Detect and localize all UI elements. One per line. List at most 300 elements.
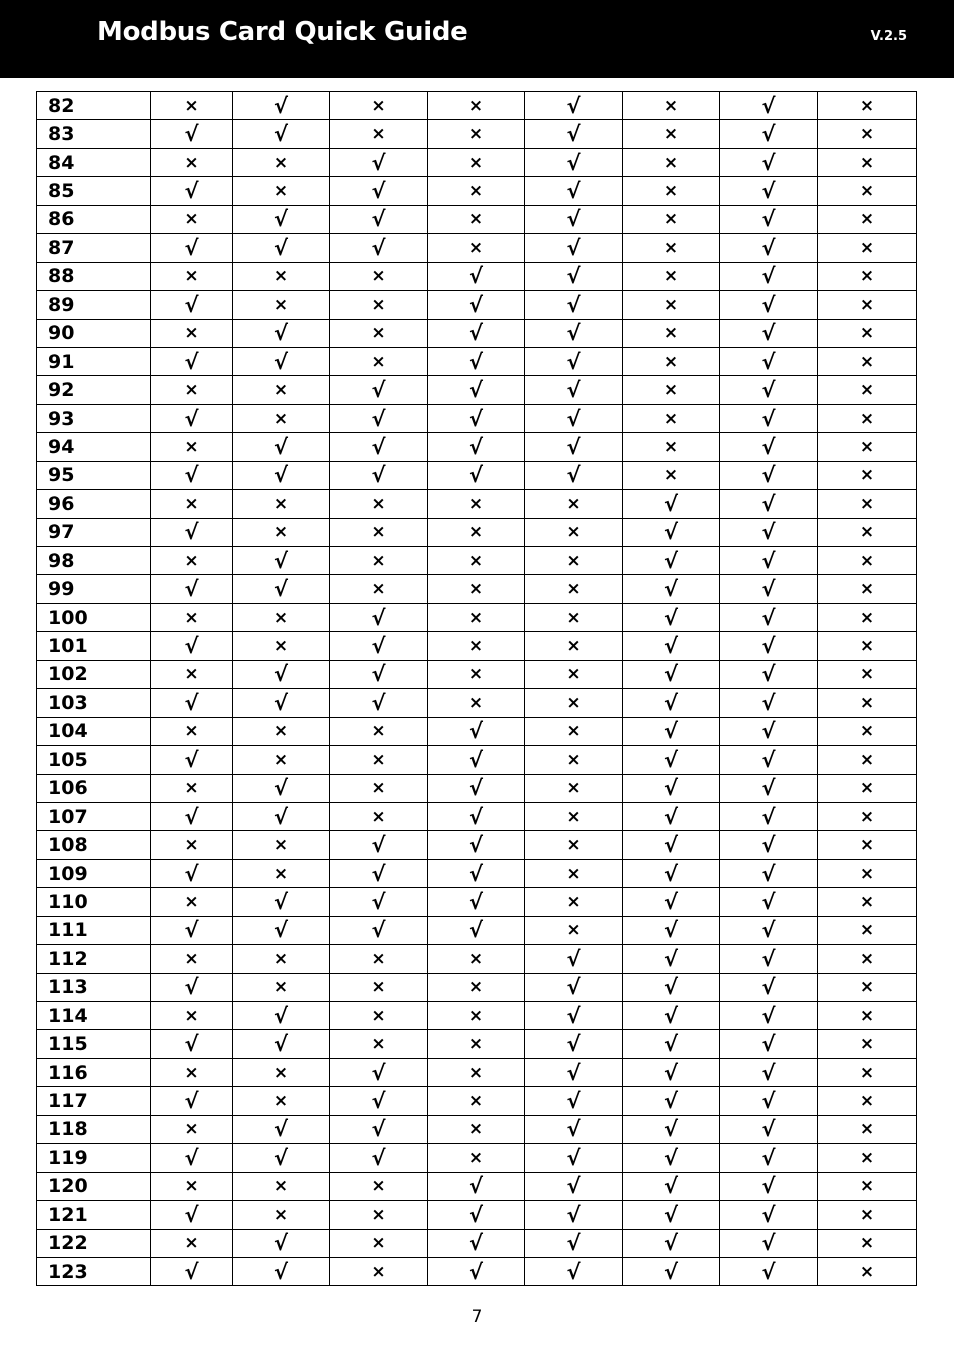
check-mark-cell: √ <box>151 1030 233 1058</box>
cross-mark-cell: × <box>151 1115 233 1143</box>
cross-mark-cell: × <box>233 262 330 290</box>
cross-mark-cell: × <box>151 547 233 575</box>
table-row <box>37 888 917 916</box>
cross-mark-cell: × <box>525 802 623 830</box>
check-mark-cell: √ <box>720 660 818 688</box>
cross-mark-cell: × <box>818 1172 917 1200</box>
check-mark-cell: √ <box>330 205 428 233</box>
check-mark-cell: √ <box>720 802 818 830</box>
cross-mark-cell: × <box>818 660 917 688</box>
check-mark-cell: √ <box>151 347 233 375</box>
check-mark-cell: √ <box>720 291 818 319</box>
row-number: 89 <box>37 291 151 319</box>
check-mark-cell: √ <box>623 746 720 774</box>
cross-mark-cell: × <box>330 1030 428 1058</box>
check-mark-cell: √ <box>623 490 720 518</box>
check-mark-cell: √ <box>720 148 818 176</box>
check-mark-cell: √ <box>720 1257 818 1285</box>
row-number: 107 <box>37 802 151 830</box>
cross-mark-cell: × <box>525 888 623 916</box>
check-mark-cell: √ <box>330 859 428 887</box>
check-mark-cell: √ <box>428 291 525 319</box>
row-number: 122 <box>37 1229 151 1257</box>
check-mark-cell: √ <box>720 404 818 432</box>
cross-mark-cell: × <box>330 802 428 830</box>
row-number: 100 <box>37 603 151 631</box>
check-mark-cell: √ <box>720 92 818 120</box>
cross-mark-cell: × <box>151 1172 233 1200</box>
cross-mark-cell: × <box>233 859 330 887</box>
cross-mark-cell: × <box>525 746 623 774</box>
row-number: 123 <box>37 1257 151 1285</box>
check-mark-cell: √ <box>720 205 818 233</box>
row-number: 82 <box>37 92 151 120</box>
row-number: 118 <box>37 1115 151 1143</box>
check-mark-cell: √ <box>233 575 330 603</box>
cross-mark-cell: × <box>330 92 428 120</box>
cross-mark-cell: × <box>151 262 233 290</box>
check-mark-cell: √ <box>151 461 233 489</box>
check-mark-cell: √ <box>330 1058 428 1086</box>
check-mark-cell: √ <box>720 177 818 205</box>
cross-mark-cell: × <box>233 632 330 660</box>
check-mark-cell: √ <box>428 774 525 802</box>
row-number: 88 <box>37 262 151 290</box>
check-mark-cell: √ <box>151 120 233 148</box>
check-mark-cell: √ <box>428 1201 525 1229</box>
cross-mark-cell: × <box>818 831 917 859</box>
row-number: 111 <box>37 916 151 944</box>
cross-mark-cell: × <box>330 1002 428 1030</box>
check-mark-cell: √ <box>151 1144 233 1172</box>
cross-mark-cell: × <box>233 831 330 859</box>
table-row <box>37 660 917 688</box>
cross-mark-cell: × <box>818 859 917 887</box>
check-mark-cell: √ <box>525 1115 623 1143</box>
table-row <box>37 148 917 176</box>
cross-mark-cell: × <box>525 490 623 518</box>
cross-mark-cell: × <box>151 376 233 404</box>
cross-mark-cell: × <box>818 234 917 262</box>
row-number: 84 <box>37 148 151 176</box>
table-row <box>37 1115 917 1143</box>
check-mark-cell: √ <box>525 376 623 404</box>
cross-mark-cell: × <box>818 148 917 176</box>
check-mark-cell: √ <box>151 632 233 660</box>
check-mark-cell: √ <box>623 660 720 688</box>
check-mark-cell: √ <box>720 746 818 774</box>
cross-mark-cell: × <box>818 92 917 120</box>
check-mark-cell: √ <box>623 632 720 660</box>
check-mark-cell: √ <box>720 262 818 290</box>
check-mark-cell: √ <box>525 461 623 489</box>
check-mark-cell: √ <box>720 1172 818 1200</box>
cross-mark-cell: × <box>233 945 330 973</box>
check-mark-cell: √ <box>623 1058 720 1086</box>
check-mark-cell: √ <box>428 916 525 944</box>
table-row <box>37 547 917 575</box>
table-row <box>37 1030 917 1058</box>
check-mark-cell: √ <box>151 746 233 774</box>
cross-mark-cell: × <box>330 1257 428 1285</box>
cross-mark-cell: × <box>428 603 525 631</box>
table-row <box>37 461 917 489</box>
check-mark-cell: √ <box>330 632 428 660</box>
table-row <box>37 916 917 944</box>
cross-mark-cell: × <box>623 291 720 319</box>
cross-mark-cell: × <box>151 717 233 745</box>
check-mark-cell: √ <box>428 1172 525 1200</box>
cross-mark-cell: × <box>525 916 623 944</box>
check-mark-cell: √ <box>525 1030 623 1058</box>
row-number: 115 <box>37 1030 151 1058</box>
table-row <box>37 376 917 404</box>
cross-mark-cell: × <box>623 347 720 375</box>
check-mark-cell: √ <box>623 603 720 631</box>
check-mark-cell: √ <box>720 461 818 489</box>
table-row <box>37 433 917 461</box>
row-number: 92 <box>37 376 151 404</box>
check-mark-cell: √ <box>233 1257 330 1285</box>
cross-mark-cell: × <box>818 291 917 319</box>
row-number: 108 <box>37 831 151 859</box>
cross-mark-cell: × <box>151 319 233 347</box>
cross-mark-cell: × <box>818 1201 917 1229</box>
check-mark-cell: √ <box>623 802 720 830</box>
cross-mark-cell: × <box>330 746 428 774</box>
check-mark-cell: √ <box>428 717 525 745</box>
check-mark-cell: √ <box>428 1229 525 1257</box>
cross-mark-cell: × <box>818 404 917 432</box>
cross-mark-cell: × <box>525 547 623 575</box>
cross-mark-cell: × <box>428 1087 525 1115</box>
check-mark-cell: √ <box>233 916 330 944</box>
check-mark-cell: √ <box>330 916 428 944</box>
check-mark-cell: √ <box>525 262 623 290</box>
check-mark-cell: √ <box>428 376 525 404</box>
check-mark-cell: √ <box>623 1257 720 1285</box>
check-mark-cell: √ <box>525 291 623 319</box>
cross-mark-cell: × <box>818 376 917 404</box>
check-mark-cell: √ <box>330 376 428 404</box>
check-mark-cell: √ <box>428 404 525 432</box>
check-mark-cell: √ <box>428 319 525 347</box>
cross-mark-cell: × <box>818 916 917 944</box>
cross-mark-cell: × <box>330 262 428 290</box>
check-mark-cell: √ <box>525 1257 623 1285</box>
cross-mark-cell: × <box>428 490 525 518</box>
cross-mark-cell: × <box>151 831 233 859</box>
check-mark-cell: √ <box>720 575 818 603</box>
check-mark-cell: √ <box>720 376 818 404</box>
cross-mark-cell: × <box>525 660 623 688</box>
check-mark-cell: √ <box>428 859 525 887</box>
check-mark-cell: √ <box>623 1172 720 1200</box>
cross-mark-cell: × <box>330 1201 428 1229</box>
row-number: 113 <box>37 973 151 1001</box>
check-mark-cell: √ <box>233 888 330 916</box>
check-mark-cell: √ <box>233 205 330 233</box>
check-mark-cell: √ <box>233 319 330 347</box>
check-mark-cell: √ <box>428 831 525 859</box>
row-number: 114 <box>37 1002 151 1030</box>
cross-mark-cell: × <box>151 148 233 176</box>
check-mark-cell: √ <box>623 916 720 944</box>
cross-mark-cell: × <box>151 490 233 518</box>
check-mark-cell: √ <box>428 802 525 830</box>
row-number: 103 <box>37 689 151 717</box>
check-mark-cell: √ <box>623 1115 720 1143</box>
cross-mark-cell: × <box>818 689 917 717</box>
cross-mark-cell: × <box>428 120 525 148</box>
cross-mark-cell: × <box>818 603 917 631</box>
cross-mark-cell: × <box>623 205 720 233</box>
table-row <box>37 575 917 603</box>
cross-mark-cell: × <box>330 1172 428 1200</box>
check-mark-cell: √ <box>720 1087 818 1115</box>
row-number: 98 <box>37 547 151 575</box>
table-row <box>37 1257 917 1285</box>
cross-mark-cell: × <box>330 547 428 575</box>
check-mark-cell: √ <box>330 177 428 205</box>
cross-mark-cell: × <box>233 518 330 546</box>
table-row <box>37 802 917 830</box>
check-mark-cell: √ <box>525 973 623 1001</box>
row-number: 110 <box>37 888 151 916</box>
check-mark-cell: √ <box>428 347 525 375</box>
check-mark-cell: √ <box>720 603 818 631</box>
check-mark-cell: √ <box>623 1087 720 1115</box>
cross-mark-cell: × <box>818 1030 917 1058</box>
row-number: 91 <box>37 347 151 375</box>
check-mark-cell: √ <box>720 916 818 944</box>
cross-mark-cell: × <box>330 774 428 802</box>
cross-mark-cell: × <box>623 262 720 290</box>
check-mark-cell: √ <box>233 1144 330 1172</box>
check-mark-cell: √ <box>720 888 818 916</box>
check-mark-cell: √ <box>151 234 233 262</box>
cross-mark-cell: × <box>151 1229 233 1257</box>
cross-mark-cell: × <box>623 177 720 205</box>
check-mark-cell: √ <box>233 1229 330 1257</box>
check-mark-cell: √ <box>623 1002 720 1030</box>
check-mark-cell: √ <box>330 603 428 631</box>
check-mark-cell: √ <box>720 831 818 859</box>
cross-mark-cell: × <box>818 205 917 233</box>
check-mark-cell: √ <box>330 1087 428 1115</box>
row-number: 104 <box>37 717 151 745</box>
cross-mark-cell: × <box>428 575 525 603</box>
cross-mark-cell: × <box>818 347 917 375</box>
cross-mark-cell: × <box>428 518 525 546</box>
table-row <box>37 859 917 887</box>
cross-mark-cell: × <box>818 177 917 205</box>
check-mark-cell: √ <box>330 433 428 461</box>
table-row <box>37 1229 917 1257</box>
table-row <box>37 746 917 774</box>
table-body <box>37 92 917 1286</box>
row-number: 85 <box>37 177 151 205</box>
cross-mark-cell: × <box>818 575 917 603</box>
check-mark-cell: √ <box>525 1172 623 1200</box>
check-mark-cell: √ <box>525 1144 623 1172</box>
cross-mark-cell: × <box>330 120 428 148</box>
check-mark-cell: √ <box>233 1002 330 1030</box>
cross-mark-cell: × <box>818 746 917 774</box>
cross-mark-cell: × <box>428 973 525 1001</box>
cross-mark-cell: × <box>428 1115 525 1143</box>
cross-mark-cell: × <box>428 205 525 233</box>
check-mark-cell: √ <box>525 92 623 120</box>
check-mark-cell: √ <box>623 575 720 603</box>
row-number: 87 <box>37 234 151 262</box>
row-number: 96 <box>37 490 151 518</box>
cross-mark-cell: × <box>330 490 428 518</box>
check-mark-cell: √ <box>720 347 818 375</box>
cross-mark-cell: × <box>525 518 623 546</box>
check-mark-cell: √ <box>623 945 720 973</box>
row-number: 99 <box>37 575 151 603</box>
check-mark-cell: √ <box>233 234 330 262</box>
check-mark-cell: √ <box>525 1002 623 1030</box>
cross-mark-cell: × <box>818 1002 917 1030</box>
cross-mark-cell: × <box>233 603 330 631</box>
table-row <box>37 518 917 546</box>
check-mark-cell: √ <box>720 774 818 802</box>
check-mark-cell: √ <box>151 291 233 319</box>
cross-mark-cell: × <box>818 802 917 830</box>
check-mark-cell: √ <box>525 433 623 461</box>
table-row <box>37 1002 917 1030</box>
cross-mark-cell: × <box>151 888 233 916</box>
cross-mark-cell: × <box>818 433 917 461</box>
check-mark-cell: √ <box>330 148 428 176</box>
cross-mark-cell: × <box>623 404 720 432</box>
check-mark-cell: √ <box>330 689 428 717</box>
check-mark-cell: √ <box>428 461 525 489</box>
cross-mark-cell: × <box>233 1058 330 1086</box>
cross-mark-cell: × <box>818 1058 917 1086</box>
check-mark-cell: √ <box>428 433 525 461</box>
table-row <box>37 831 917 859</box>
check-mark-cell: √ <box>623 859 720 887</box>
cross-mark-cell: × <box>233 717 330 745</box>
table-row <box>37 291 917 319</box>
check-mark-cell: √ <box>525 234 623 262</box>
row-number: 90 <box>37 319 151 347</box>
check-mark-cell: √ <box>720 1201 818 1229</box>
check-mark-cell: √ <box>233 92 330 120</box>
cross-mark-cell: × <box>525 603 623 631</box>
check-mark-cell: √ <box>720 433 818 461</box>
cross-mark-cell: × <box>330 1229 428 1257</box>
check-mark-cell: √ <box>623 1201 720 1229</box>
check-mark-cell: √ <box>720 1115 818 1143</box>
row-number: 105 <box>37 746 151 774</box>
cross-mark-cell: × <box>151 1058 233 1086</box>
cross-mark-cell: × <box>623 461 720 489</box>
check-mark-cell: √ <box>151 802 233 830</box>
check-mark-cell: √ <box>233 433 330 461</box>
cross-mark-cell: × <box>233 1172 330 1200</box>
check-mark-cell: √ <box>428 1257 525 1285</box>
check-mark-cell: √ <box>330 888 428 916</box>
check-mark-cell: √ <box>233 802 330 830</box>
row-number: 109 <box>37 859 151 887</box>
check-mark-cell: √ <box>525 319 623 347</box>
check-mark-cell: √ <box>330 1115 428 1143</box>
check-mark-cell: √ <box>151 1257 233 1285</box>
cross-mark-cell: × <box>525 859 623 887</box>
cross-mark-cell: × <box>818 490 917 518</box>
table-row <box>37 205 917 233</box>
check-mark-cell: √ <box>720 973 818 1001</box>
cross-mark-cell: × <box>525 689 623 717</box>
check-mark-cell: √ <box>330 831 428 859</box>
cross-mark-cell: × <box>623 433 720 461</box>
check-mark-cell: √ <box>623 547 720 575</box>
cross-mark-cell: × <box>818 717 917 745</box>
row-number: 93 <box>37 404 151 432</box>
row-number: 120 <box>37 1172 151 1200</box>
check-mark-cell: √ <box>233 1030 330 1058</box>
cross-mark-cell: × <box>623 148 720 176</box>
table-row <box>37 234 917 262</box>
cross-mark-cell: × <box>330 319 428 347</box>
table-row <box>37 774 917 802</box>
cross-mark-cell: × <box>428 1144 525 1172</box>
table-row <box>37 490 917 518</box>
check-mark-cell: √ <box>720 945 818 973</box>
table-row <box>37 319 917 347</box>
dip-switch-table <box>36 91 917 1286</box>
check-mark-cell: √ <box>151 518 233 546</box>
cross-mark-cell: × <box>151 205 233 233</box>
cross-mark-cell: × <box>428 148 525 176</box>
check-mark-cell: √ <box>525 1229 623 1257</box>
cross-mark-cell: × <box>428 1030 525 1058</box>
table-row <box>37 92 917 120</box>
cross-mark-cell: × <box>233 973 330 1001</box>
cross-mark-cell: × <box>233 404 330 432</box>
cross-mark-cell: × <box>818 1257 917 1285</box>
check-mark-cell: √ <box>330 461 428 489</box>
check-mark-cell: √ <box>233 689 330 717</box>
cross-mark-cell: × <box>151 660 233 688</box>
check-mark-cell: √ <box>525 205 623 233</box>
row-number: 106 <box>37 774 151 802</box>
cross-mark-cell: × <box>818 319 917 347</box>
check-mark-cell: √ <box>151 177 233 205</box>
cross-mark-cell: × <box>818 973 917 1001</box>
cross-mark-cell: × <box>428 177 525 205</box>
row-number: 119 <box>37 1144 151 1172</box>
cross-mark-cell: × <box>428 689 525 717</box>
check-mark-cell: √ <box>428 888 525 916</box>
check-mark-cell: √ <box>720 518 818 546</box>
check-mark-cell: √ <box>151 1087 233 1115</box>
cross-mark-cell: × <box>233 490 330 518</box>
cross-mark-cell: × <box>525 831 623 859</box>
row-number: 116 <box>37 1058 151 1086</box>
table-row <box>37 973 917 1001</box>
cross-mark-cell: × <box>428 1058 525 1086</box>
check-mark-cell: √ <box>720 547 818 575</box>
check-mark-cell: √ <box>525 148 623 176</box>
cross-mark-cell: × <box>818 1115 917 1143</box>
row-number: 97 <box>37 518 151 546</box>
check-mark-cell: √ <box>720 234 818 262</box>
